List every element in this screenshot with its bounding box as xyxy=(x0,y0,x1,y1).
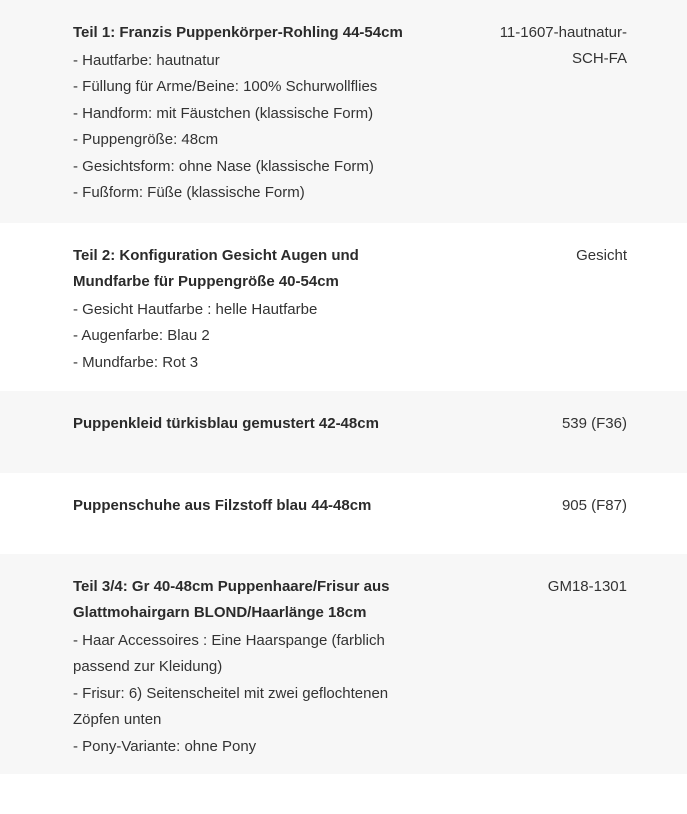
item-detail: - Frisur: 6) Seitenscheitel mit zwei geflochtenen Zöpfen unten xyxy=(73,684,389,729)
item-main xyxy=(73,493,423,519)
order-item-row xyxy=(0,473,687,554)
item-detail: - Füllung für Arme/Beine: 100% Schurwollflies xyxy=(73,78,378,96)
order-item-row xyxy=(0,0,687,223)
order-item-row xyxy=(0,391,687,473)
item-detail: - Haar Accessoires : Eine Haarspange (farblich passend zur Kleidung) xyxy=(73,632,385,676)
item-title: Teil 1: Franzis Puppenkörper-Rohling 44-54cm xyxy=(73,24,403,41)
item-detail: - Gesichtsform: ohne Nase (klassische Form) xyxy=(73,157,374,175)
item-details xyxy=(73,48,423,206)
item-details xyxy=(73,628,423,760)
item-title: Puppenschuhe aus Filzstoff blau 44-48cm xyxy=(73,497,372,514)
item-sku: Gesicht xyxy=(576,247,627,264)
item-sku: 539 (F36) xyxy=(561,415,627,432)
item-title: Teil 2: Konfiguration Gesicht Augen und Mundfarbe für Puppengröße 40-54cm xyxy=(73,247,359,290)
item-main xyxy=(73,243,423,376)
item-detail: - Pony-Variante: ohne Pony xyxy=(73,737,257,755)
item-detail: - Hautfarbe: hautnatur xyxy=(73,52,220,69)
order-item-row xyxy=(0,223,687,391)
item-sku: 905 (F87) xyxy=(561,497,627,514)
item-detail: - Gesicht Hautfarbe : helle Hautfarbe xyxy=(73,301,318,318)
item-title: Teil 3/4: Gr 40-48cm Puppenhaare/Frisur aus Glattmohairgarn BLOND/Haarlänge 18cm xyxy=(73,578,390,621)
item-detail: - Augenfarbe: Blau 2 xyxy=(73,327,210,345)
item-detail: - Handform: mit Fäustchen (klassische Form) xyxy=(73,104,374,122)
item-details xyxy=(73,297,423,376)
item-sku: GM18-1301 xyxy=(547,578,627,595)
item-detail: - Mundfarbe: Rot 3 xyxy=(73,353,199,371)
item-detail: - Puppengröße: 48cm xyxy=(73,131,219,149)
order-item-row xyxy=(0,554,687,774)
item-main xyxy=(73,20,423,206)
item-detail: - Fußform: Füße (klassische Form) xyxy=(73,184,305,202)
item-main xyxy=(73,411,423,437)
item-sku: 11-1607-hautnatur-SCH-FA xyxy=(499,24,627,67)
item-main xyxy=(73,574,423,760)
item-title: Puppenkleid türkisblau gemustert 42-48cm xyxy=(73,415,379,432)
